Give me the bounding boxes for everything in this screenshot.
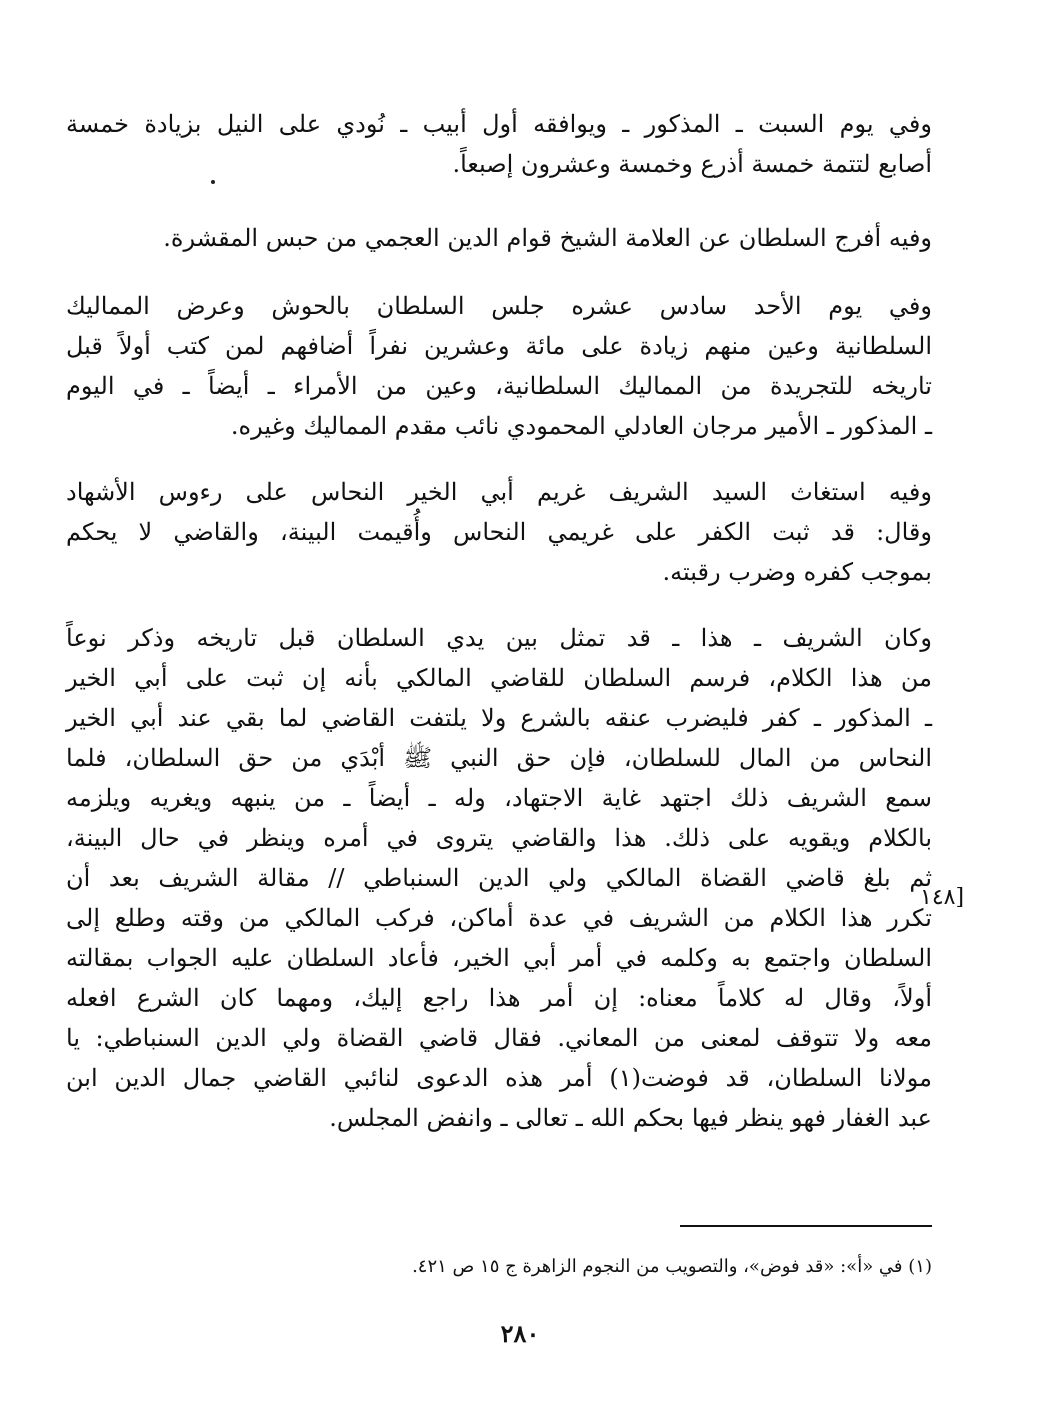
text-line: ثم بلغ قاضي القضاة المالكي ولي الدين السنباطي // مقالة الشريف بعد أن <box>66 864 932 892</box>
paragraph-release-sheikh <box>66 218 932 258</box>
text-line: السلطان واجتمع به وكلمه في أمر أبي الخير، فأعاد السلطان عليه الجواب بمقالته <box>66 944 932 972</box>
text-line: من هذا الكلام، فرسم السلطان للقاضي المالكي بأنه إن ثبت على أبي الخير <box>66 664 932 692</box>
text-line: وفيه استغاث السيد الشريف غريم أبي الخير النحاس على رءوس الأشهاد <box>66 478 932 506</box>
paragraph-mamluk-review <box>66 286 932 446</box>
text-line: وفي يوم السبت ـ المذكور ـ ويوافقه أول أبيب ـ نُودي على النيل بزيادة خمسة <box>66 110 932 138</box>
text-line: وفيه أفرج السلطان عن العلامة الشيخ قوام الدين العجمي من حبس المقشرة. <box>163 224 932 252</box>
text-line: ـ المذكور ـ كفر فليضرب عنقه بالشرع ولا يلتفت القاضي لما بقي عند أبي الخير <box>66 704 932 732</box>
paragraph-nile-flood <box>66 104 932 184</box>
text-line: معه ولا تتوقف لمعنى من المعاني. فقال قاضي القضاة ولي الدين السنباطي: يا <box>66 1024 932 1052</box>
text-line: وقال: قد ثبت الكفر على غريمي النحاس وأُقيمت البينة، والقاضي لا يحكم <box>66 518 932 546</box>
text-line: أولاً، وقال له كلاماً معناه: إن أمر هذا راجع إليك، ومهما كان الشرع افعله <box>66 984 932 1012</box>
text-line: ـ المذكور ـ الأمير مرجان العادلي المحمودي نائب مقدم المماليك وغيره. <box>230 412 932 440</box>
text-line: سمع الشريف ذلك اجتهد غاية الاجتهاد، وله ـ أيضاً ـ من ينبهه ويغريه ويلزمه <box>66 784 932 812</box>
text-line: وفي يوم الأحد سادس عشره جلس السلطان بالحوش وعرض المماليك <box>66 292 932 320</box>
footnote-divider <box>680 1225 932 1227</box>
paragraph-sharif-appeal <box>66 472 932 592</box>
footnote: (١) في «أ»: «قد فوض»، والتصويب من النجوم الزاهرة ج ١٥ ص ٤٢١. <box>412 1256 932 1277</box>
text-line: تكرر هذا الكلام من الشريف في عدة أماكن، فركب المالكي من وقته وطلع إلى <box>66 904 932 932</box>
text-line: مولانا السلطان، قد فوضت(١) أمر هذه الدعوى لنائبي القاضي جمال الدين ابن <box>66 1064 932 1092</box>
text-line: بموجب كفره وضرب رقبته. <box>662 558 932 586</box>
text-line: بالكلام ويقويه على ذلك. هذا والقاضي يتروى في أمره وينظر في حال البينة، <box>66 824 932 852</box>
page-number: ٢٨٠ <box>500 1319 540 1348</box>
scan-speck <box>211 180 215 184</box>
text-line: السلطانية وعين منهم زيادة على مائة وعشرين نفراً أضافهم لمن كتب أولاً قبل <box>66 332 932 360</box>
manuscript-folio-marker: [١٤٨ <box>920 885 965 910</box>
paragraph-sharif-case <box>66 618 932 1138</box>
text-line: تاريخه للتجريدة من المماليك السلطانية، وعين من الأمراء ـ أيضاً ـ في اليوم <box>66 372 932 400</box>
text-line: عبد الغفار فهو ينظر فيها بحكم الله ـ تعالى ـ وانفض المجلس. <box>329 1104 932 1132</box>
text-line: وكان الشريف ـ هذا ـ قد تمثل بين يدي السلطان قبل تاريخه وذكر نوعاً <box>66 624 932 652</box>
text-line: أصابع لتتمة خمسة أذرع وخمسة وعشرون إصبعاً. <box>452 150 932 178</box>
text-line: النحاس من المال للسلطان، فإن حق النبي ﷺ أبْدَي من حق السلطان، فلما <box>66 744 932 772</box>
